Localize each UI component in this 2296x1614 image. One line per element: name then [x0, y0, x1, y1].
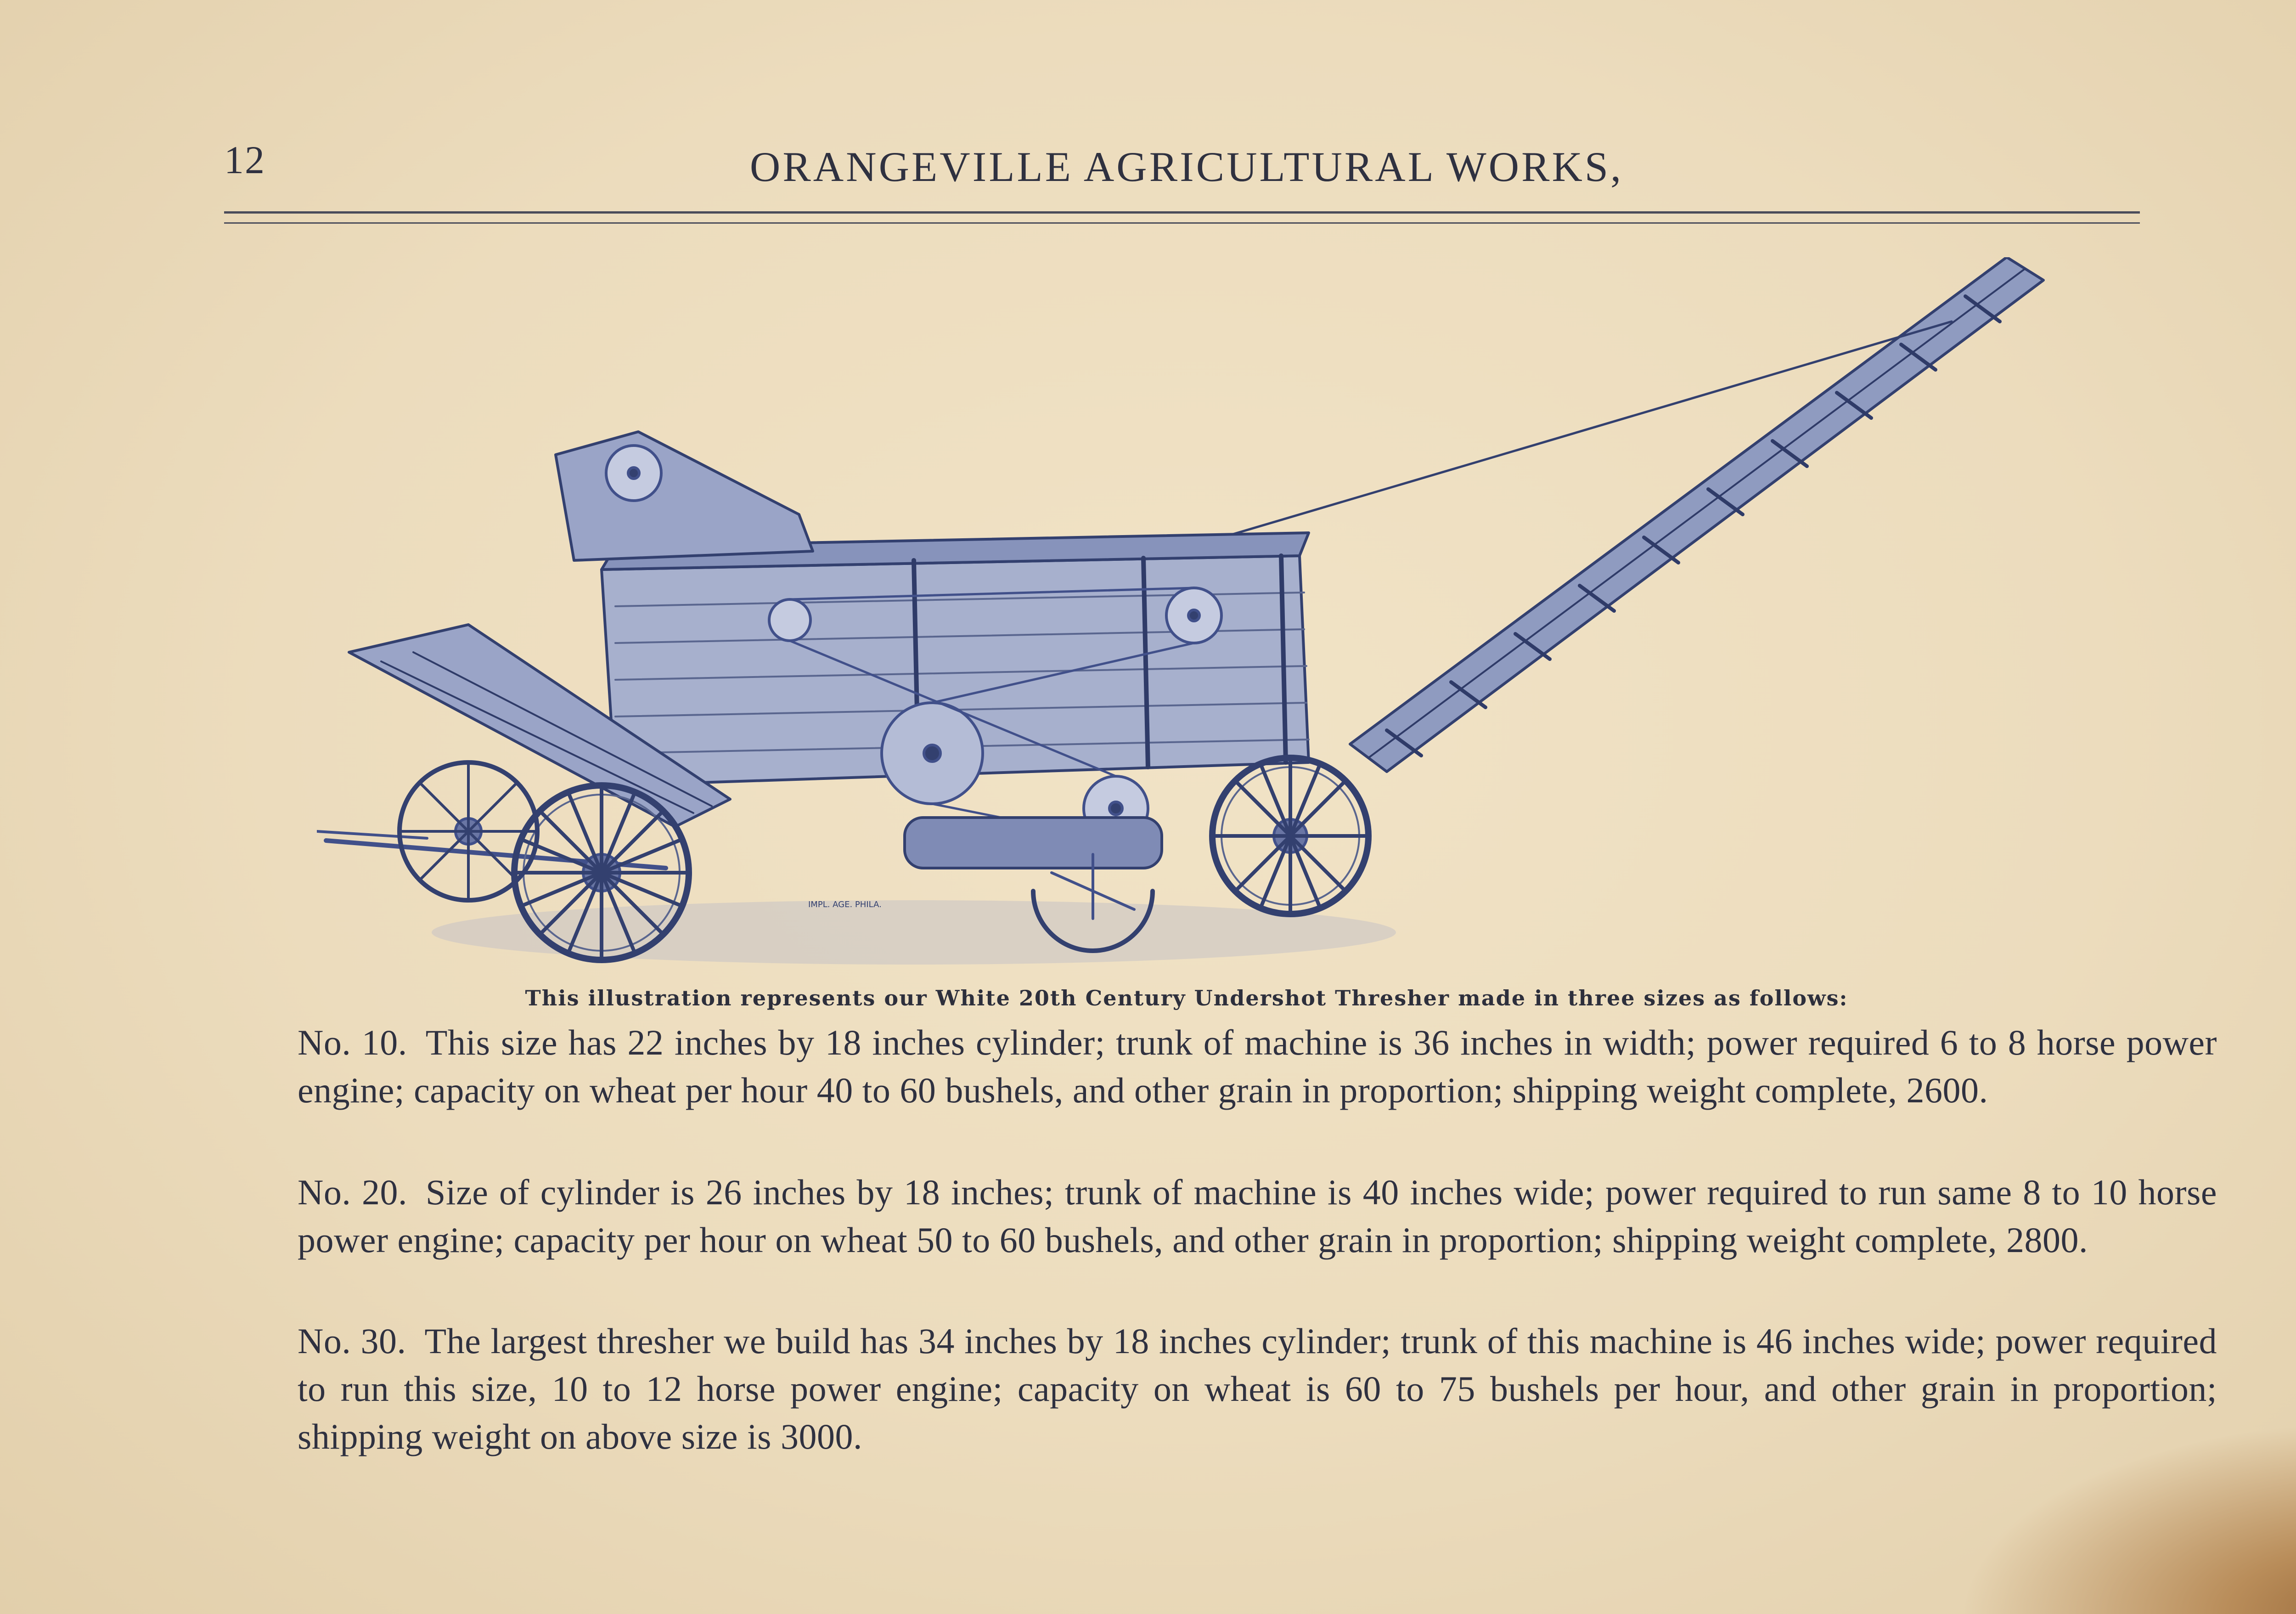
size-description: Size of cylinder is 26 inches by 18 inches; trunk of machine is 40 inches wide; power required to run same 8 to 10 horse power engine; capacity per hour on wheat 50 to 60 bushels, and other grain in proportion; shipping weight complete, 2800.	[298, 1172, 2217, 1260]
rear-left-wheel	[400, 762, 537, 900]
size-no-20	[224, 1168, 2217, 1264]
illustration-caption: This illustration represents our White 20th Century Undershot Thresher made in three sizes as follows:	[525, 986, 1848, 1010]
header-rule-thick	[224, 211, 2140, 214]
size-number: No. 30.	[298, 1321, 406, 1361]
header-rule-thin	[224, 222, 2140, 224]
rear-wheel	[1212, 758, 1368, 914]
size-no-30	[224, 1317, 2217, 1461]
engraver-mark: IMPL. AGE. PHILA.	[808, 900, 882, 909]
front-wheel	[514, 785, 689, 960]
size-no-10	[224, 1019, 2217, 1114]
size-number: No. 20.	[298, 1172, 408, 1212]
straw-stacker	[1350, 257, 2043, 772]
size-description: The largest thresher we build has 34 inches by 18 inches cylinder; trunk of this machine is 46 inches wide; power required to run this size, 10 to 12 horse power engine; capacity on wheat is 60 to 75 bushels per hour, and other grain in proportion; shipping weight on above size is 3000.	[298, 1321, 2217, 1456]
size-number: No. 10.	[298, 1022, 407, 1062]
thresher-illustration	[317, 257, 2062, 974]
size-description: This size has 22 inches by 18 inches cylinder; trunk of machine is 36 inches in width; power required 6 to 8 horse power engine; capacity on wheat per hour 40 to 60 bushels, and other grain in proportion; shipping weight complete, 2600.	[298, 1022, 2217, 1110]
page-number: 12	[224, 138, 265, 182]
running-head: ORANGEVILLE AGRICULTURAL WORKS,	[749, 143, 1624, 190]
